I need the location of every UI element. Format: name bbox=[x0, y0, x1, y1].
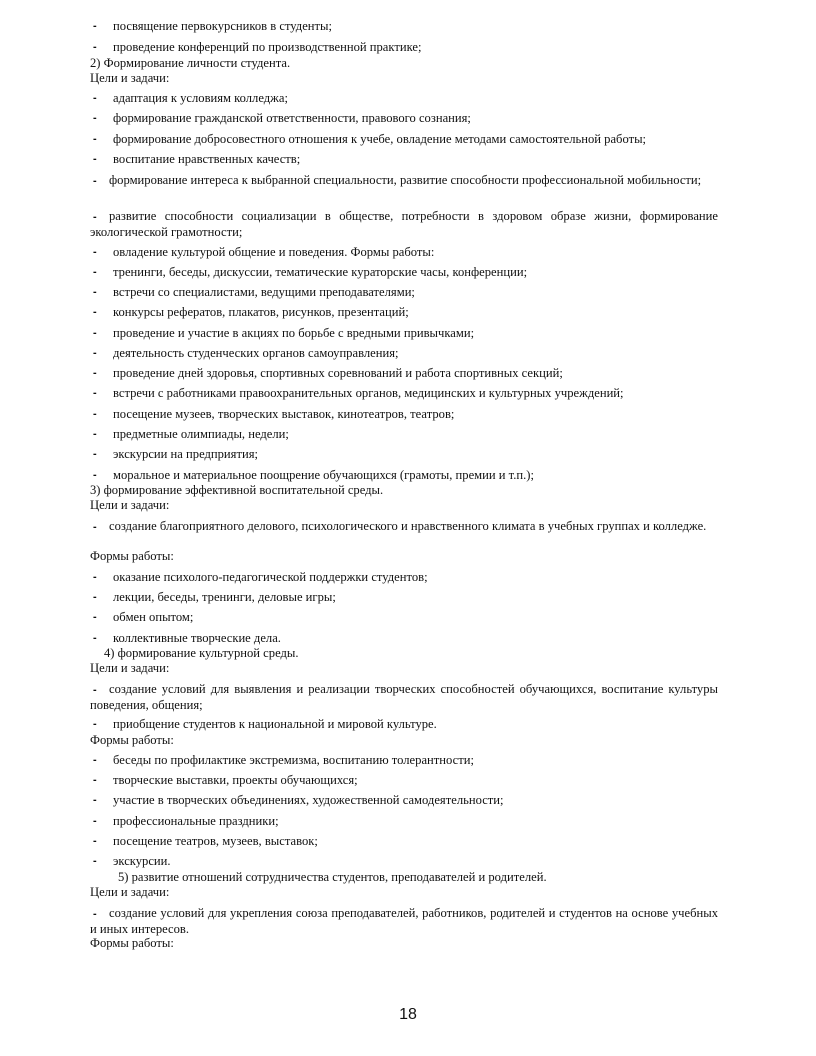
bullet-dash-icon: - bbox=[93, 591, 97, 603]
bullet-dash-icon: - bbox=[93, 684, 97, 696]
goals-label: Цели и задачи: bbox=[90, 498, 170, 512]
bullet-dash-icon: - bbox=[93, 718, 97, 730]
list-item: - формирование интереса к выбранной специальности, развитие способности профессиональной мобильности; bbox=[90, 173, 718, 189]
forms-label: Формы работы: bbox=[90, 549, 174, 563]
bullet-dash-icon: - bbox=[93, 347, 97, 359]
list-item: - посещение музеев, творческих выставок, кинотеатров, театров; bbox=[93, 407, 455, 421]
list-item: - коллективные творческие дела. bbox=[93, 631, 281, 645]
list-item: - моральное и материальное поощрение обучающихся (грамоты, премии и т.п.); bbox=[93, 468, 534, 482]
list-item: - посещение театров, музеев, выставок; bbox=[93, 834, 318, 848]
bullet-dash-icon: - bbox=[93, 835, 97, 847]
section-heading: 2) Формирование личности студента. bbox=[90, 56, 291, 70]
list-item: - оказание психолого-педагогической поддержки студентов; bbox=[93, 570, 428, 584]
bullet-dash-icon: - bbox=[93, 632, 97, 644]
list-item: - обмен опытом; bbox=[93, 610, 194, 624]
bullet-dash-icon: - bbox=[93, 571, 97, 583]
goals-label: Цели и задачи: bbox=[90, 71, 170, 85]
list-item: - встречи со специалистами, ведущими преподавателями; bbox=[93, 285, 415, 299]
list-item: - лекции, беседы, тренинги, деловые игры; bbox=[93, 590, 336, 604]
list-item: - тренинги, беседы, дискуссии, тематические кураторские часы, конференции; bbox=[93, 265, 528, 279]
bullet-dash-icon: - bbox=[93, 306, 97, 318]
list-item: - проведение и участие в акциях по борьбе с вредными привычками; bbox=[93, 326, 475, 340]
bullet-dash-icon: - bbox=[93, 41, 97, 53]
bullet-dash-icon: - bbox=[93, 367, 97, 379]
list-item: - проведение конференций по производственной практике; bbox=[93, 40, 422, 54]
list-item: - приобщение студентов к национальной и мировой культуре. bbox=[93, 717, 437, 731]
bullet-dash-icon: - bbox=[93, 448, 97, 460]
bullet-dash-icon: - bbox=[93, 428, 97, 440]
list-item: - посвящение первокурсников в студенты; bbox=[93, 19, 333, 33]
bullet-dash-icon: - bbox=[93, 266, 97, 278]
bullet-dash-icon: - bbox=[93, 611, 97, 623]
forms-label: Формы работы: bbox=[90, 936, 174, 950]
bullet-dash-icon: - bbox=[93, 20, 97, 32]
list-item: - встречи с работниками правоохранительных органов, медицинских и культурных учреждений; bbox=[93, 386, 624, 400]
list-item: - экскурсии на предприятия; bbox=[93, 447, 258, 461]
section-heading: 3) формирование эффективной воспитательной среды. bbox=[90, 483, 384, 497]
list-item: - участие в творческих объединениях, художественной самодеятельности; bbox=[93, 793, 504, 807]
bullet-dash-icon: - bbox=[93, 469, 97, 481]
section-heading: 5) развитие отношений сотрудничества студентов, преподавателей и родителей. bbox=[118, 870, 547, 884]
list-item: - проведение дней здоровья, спортивных соревнований и работа спортивных секций; bbox=[93, 366, 563, 380]
bullet-dash-icon: - bbox=[93, 327, 97, 339]
section-heading: 4) формирование культурной среды. bbox=[104, 646, 299, 660]
bullet-dash-icon: - bbox=[93, 175, 97, 187]
list-item: - конкурсы рефератов, плакатов, рисунков, презентаций; bbox=[93, 305, 409, 319]
bullet-dash-icon: - bbox=[93, 908, 97, 920]
page-number: 18 bbox=[399, 1006, 417, 1023]
bullet-dash-icon: - bbox=[93, 815, 97, 827]
list-item: - профессиональные праздники; bbox=[93, 814, 279, 828]
goals-label: Цели и задачи: bbox=[90, 885, 170, 899]
bullet-dash-icon: - bbox=[93, 246, 97, 258]
list-item: - формирование добросовестного отношения к учебе, овладение методами самостоятельной работы; bbox=[93, 132, 647, 146]
forms-label: Формы работы: bbox=[90, 733, 174, 747]
list-item: - развитие способности социализации в обществе, потребности в здоровом образе жизни, формирование экологической грамотности; bbox=[90, 209, 718, 239]
list-item: - деятельность студенческих органов самоуправления; bbox=[93, 346, 399, 360]
bullet-dash-icon: - bbox=[93, 794, 97, 806]
bullet-dash-icon: - bbox=[93, 387, 97, 399]
list-item: - творческие выставки, проекты обучающихся; bbox=[93, 773, 358, 787]
bullet-dash-icon: - bbox=[93, 133, 97, 145]
list-item: - экскурсии. bbox=[93, 854, 171, 868]
bullet-dash-icon: - bbox=[93, 754, 97, 766]
goals-label: Цели и задачи: bbox=[90, 661, 170, 675]
bullet-dash-icon: - bbox=[93, 153, 97, 165]
list-item: - создание благоприятного делового, психологического и нравственного климата в учебных группах и колледже. bbox=[90, 519, 718, 535]
list-item: - создание условий для укрепления союза преподавателей, работников, родителей и студентов на основе учебных и иных интересов. bbox=[90, 906, 718, 936]
bullet-dash-icon: - bbox=[93, 211, 97, 223]
bullet-dash-icon: - bbox=[93, 92, 97, 104]
list-item: - овладение культурой общение и поведения. Формы работы: bbox=[93, 245, 435, 259]
bullet-dash-icon: - bbox=[93, 112, 97, 124]
bullet-dash-icon: - bbox=[93, 521, 97, 533]
bullet-dash-icon: - bbox=[93, 774, 97, 786]
bullet-dash-icon: - bbox=[93, 408, 97, 420]
list-item: - беседы по профилактике экстремизма, воспитанию толерантности; bbox=[93, 753, 474, 767]
bullet-dash-icon: - bbox=[93, 286, 97, 298]
bullet-dash-icon: - bbox=[93, 855, 97, 867]
list-item: - предметные олимпиады, недели; bbox=[93, 427, 289, 441]
list-item: - воспитание нравственных качеств; bbox=[93, 152, 301, 166]
list-item: - адаптация к условиям колледжа; bbox=[93, 91, 288, 105]
list-item: - формирование гражданской ответственности, правового сознания; bbox=[93, 111, 471, 125]
list-item: - создание условий для выявления и реализации творческих способностей обучающихся, воспитание культуры поведения, общения; bbox=[90, 682, 718, 712]
